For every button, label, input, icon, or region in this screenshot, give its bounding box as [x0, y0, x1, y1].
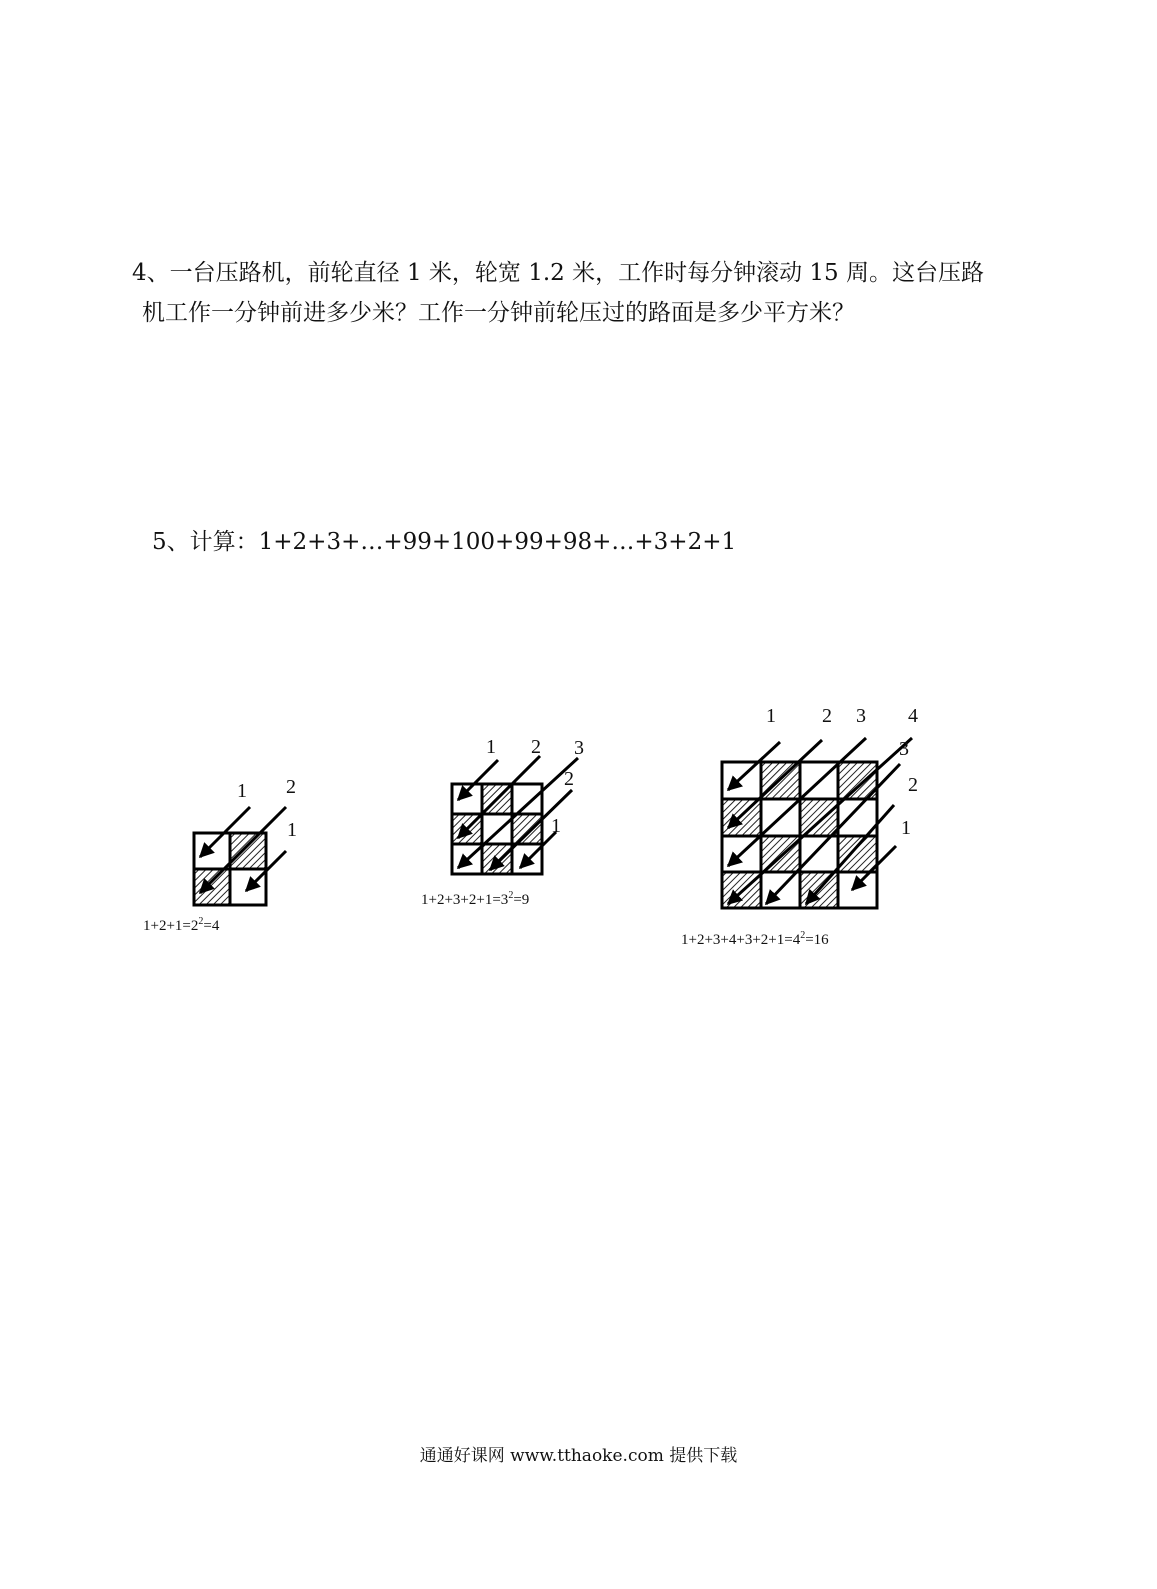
diagonal-label: 1 — [766, 705, 776, 727]
figure-2x2 — [194, 776, 297, 905]
diagonal-label: 2 — [531, 736, 541, 758]
hatched-cell — [230, 833, 266, 869]
equation-figure-2: $1+2+3+2+1=3^2=9$ — [421, 890, 530, 908]
hatched-cell — [800, 799, 838, 836]
diagonal-label: 2 — [564, 768, 574, 790]
diagonal-label: 2 — [908, 774, 918, 796]
figure-3x3 — [452, 736, 584, 874]
diagonal-label: 1 — [901, 817, 911, 839]
hatched-cell — [482, 844, 512, 874]
question-4-line-2: 机工作一分钟前进多少米？工作一分钟前轮压过的路面是多少平方米？ — [142, 300, 855, 326]
diagonal-label: 2 — [822, 705, 832, 727]
diagonal-label: 1 — [237, 780, 247, 802]
figure-4x4 — [722, 705, 918, 908]
diagonal-label: 3 — [574, 737, 584, 759]
footer-source: 通通好课网 www.tthaoke.com 提供下载 — [419, 1446, 738, 1466]
equation-figure-1: $1+2+1=2^2=4$ — [143, 916, 220, 934]
arrow — [200, 807, 286, 893]
equation-figure-3: $1+2+3+4+3+2+1=4^2=16$ — [681, 930, 829, 948]
diagonal-label: 3 — [899, 738, 909, 760]
diagonal-label: 2 — [286, 776, 296, 798]
question-4-line-1: 4、一台压路机，前轮直径 1 米，轮宽 1.2 米，工作时每分钟滚动 15 周。这台压路 — [132, 260, 984, 286]
diagonal-label: 3 — [856, 705, 866, 727]
diagonal-label: 4 — [908, 705, 918, 727]
hatched-cell — [761, 836, 800, 872]
hatched-cell — [512, 814, 542, 844]
hatched-cell — [194, 869, 230, 905]
diagonal-label: 1 — [551, 815, 561, 837]
hatched-cell — [838, 836, 877, 872]
diagonal-label: 1 — [287, 819, 297, 841]
question-5: 5、计算：1+2+3+…+99+100+99+98+…+3+2+1 — [152, 529, 737, 555]
diagonal-label: 1 — [486, 736, 496, 758]
